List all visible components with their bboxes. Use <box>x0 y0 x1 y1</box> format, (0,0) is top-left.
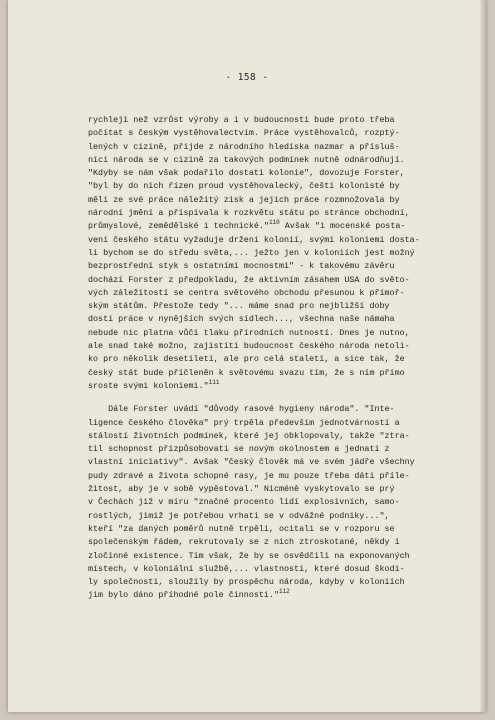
text-line: stálostí životních podmínek, které jej obklopovaly, takže "ztra- <box>88 430 410 441</box>
text-line: národní jmění a přispívala k rozkvětu státu po stránce obchodní, <box>88 208 410 219</box>
text-line: níci národa se v cizině za takových podmínek nutně odnárodňují. <box>88 154 405 165</box>
text-line: ligence českého člověka" prý trpěla především jednotvárností a <box>88 417 400 428</box>
text-line: bezprostřední styk s ostatními mocnostmi" - k takovému závěru <box>88 261 395 272</box>
footnote-ref: 112 <box>278 588 290 596</box>
text-line: rychleji než vzrůst výroby a i v budoucnosti bude proto třeba <box>88 115 395 125</box>
text-line: průmyslové, zemědělské i technické."$^{110}$ Avšak "i mocenské posta- <box>88 219 406 232</box>
text-line: pudy zdravé a života schopné rasy, je mu pouze třeba dáti příle- <box>88 470 410 481</box>
text-line: český stát bude přičleněn k světovému svazu tím, že s ním přímo <box>88 367 405 378</box>
text-line: sroste svými koloniemi."$^{111}$ <box>88 379 220 391</box>
text-line: "Kdyby se nám však podařilo dostati kolonie", dovozuje Forster, <box>88 168 405 179</box>
page-number: - 158 - <box>225 72 269 83</box>
text-line: ly společnosti, sloužily by prospěchu národa, kdyby v koloniích <box>88 577 405 588</box>
text-line: ským státům. Přestože tedy "... máme snad pro nejbližší doby <box>88 301 390 312</box>
text-line: Dále Forster uvádí "důvody rasové hygieny národa". "Inte- <box>88 404 395 415</box>
text-line: lených v cizině, přijde z národního hlediska nazmar a přísluš- <box>88 141 400 152</box>
text-line: vlastní iniciativy". Avšak "český člověk má ve svém jádře všechny <box>88 457 415 468</box>
text-line: kteří "za daných poměrů nutně trpěli, ocitali se v rozporu se <box>88 523 395 534</box>
paragraph-gap <box>88 393 458 403</box>
footnote-ref: 110 <box>268 219 280 227</box>
text-line: měli ze své práce náležitý zisk a jejich práce rozmnožovala by <box>88 194 400 205</box>
body-text <box>88 114 458 603</box>
text-line: žitost, aby je v sobě vypěstoval." Nicméně vyskytovalo se prý <box>88 484 395 495</box>
text-line: společenským řádem, rekrutovaly se z nich ztroskotané, někdy i <box>88 537 400 548</box>
text-line: dochází Forster z předpokladu, že aktivním zásahem USA do světo- <box>88 274 410 285</box>
text-line: dosti práce v nynějších svých sídlech..., všechna naše námaha <box>88 314 395 325</box>
text-line: místech, v koloniální službě,... vlastnosti, které dosud škodi- <box>88 563 405 574</box>
text-line: v Čechách již v míru "značné procento lidí explosivních, samo- <box>88 497 400 508</box>
text-line: vých záležitostí se centra světového obchodu přesunou k přímoř- <box>88 287 405 298</box>
document-page <box>8 0 486 712</box>
text-line: zločinné existence. Tím však, že by se osvědčili na exponovaných <box>88 550 410 561</box>
footnote-ref: 111 <box>208 379 220 387</box>
text-line: nebude nic platna vůči tlaku přírodních nutností. Dnes je nutno, <box>88 327 410 338</box>
text-line: li bychom se do středu světa,... ježto jen v koloniích jest možný <box>88 247 415 258</box>
page-edge-shadow <box>480 0 486 712</box>
text-line: "byl by do nich řízen proud vystěhovalecký, čeští kolonisté by <box>88 181 400 192</box>
text-line: rostlých, jimiž je potřebou vrhati se v odvážné podniky...", <box>88 510 390 521</box>
text-line: ko pro několik desetiletí, ale pro celá staletí, a sice tak, že <box>88 354 405 365</box>
text-line: ale snad také možno, zajistiti budoucnost českého národa netoli- <box>88 341 410 352</box>
text-line: počítat s českým vystěhovalectvím. Práce vystěhovalců, rozptý- <box>88 128 400 139</box>
text-line: vení českého státu vyžaduje držení kolonií, svými koloniemi dosta- <box>88 234 420 245</box>
text-line: jim bylo dáno příhodné pole činnosti."$^{112}$ <box>88 588 290 601</box>
text-line: til schopnost přizpůsobovati se novým okolnostem a jednati z <box>88 444 390 455</box>
